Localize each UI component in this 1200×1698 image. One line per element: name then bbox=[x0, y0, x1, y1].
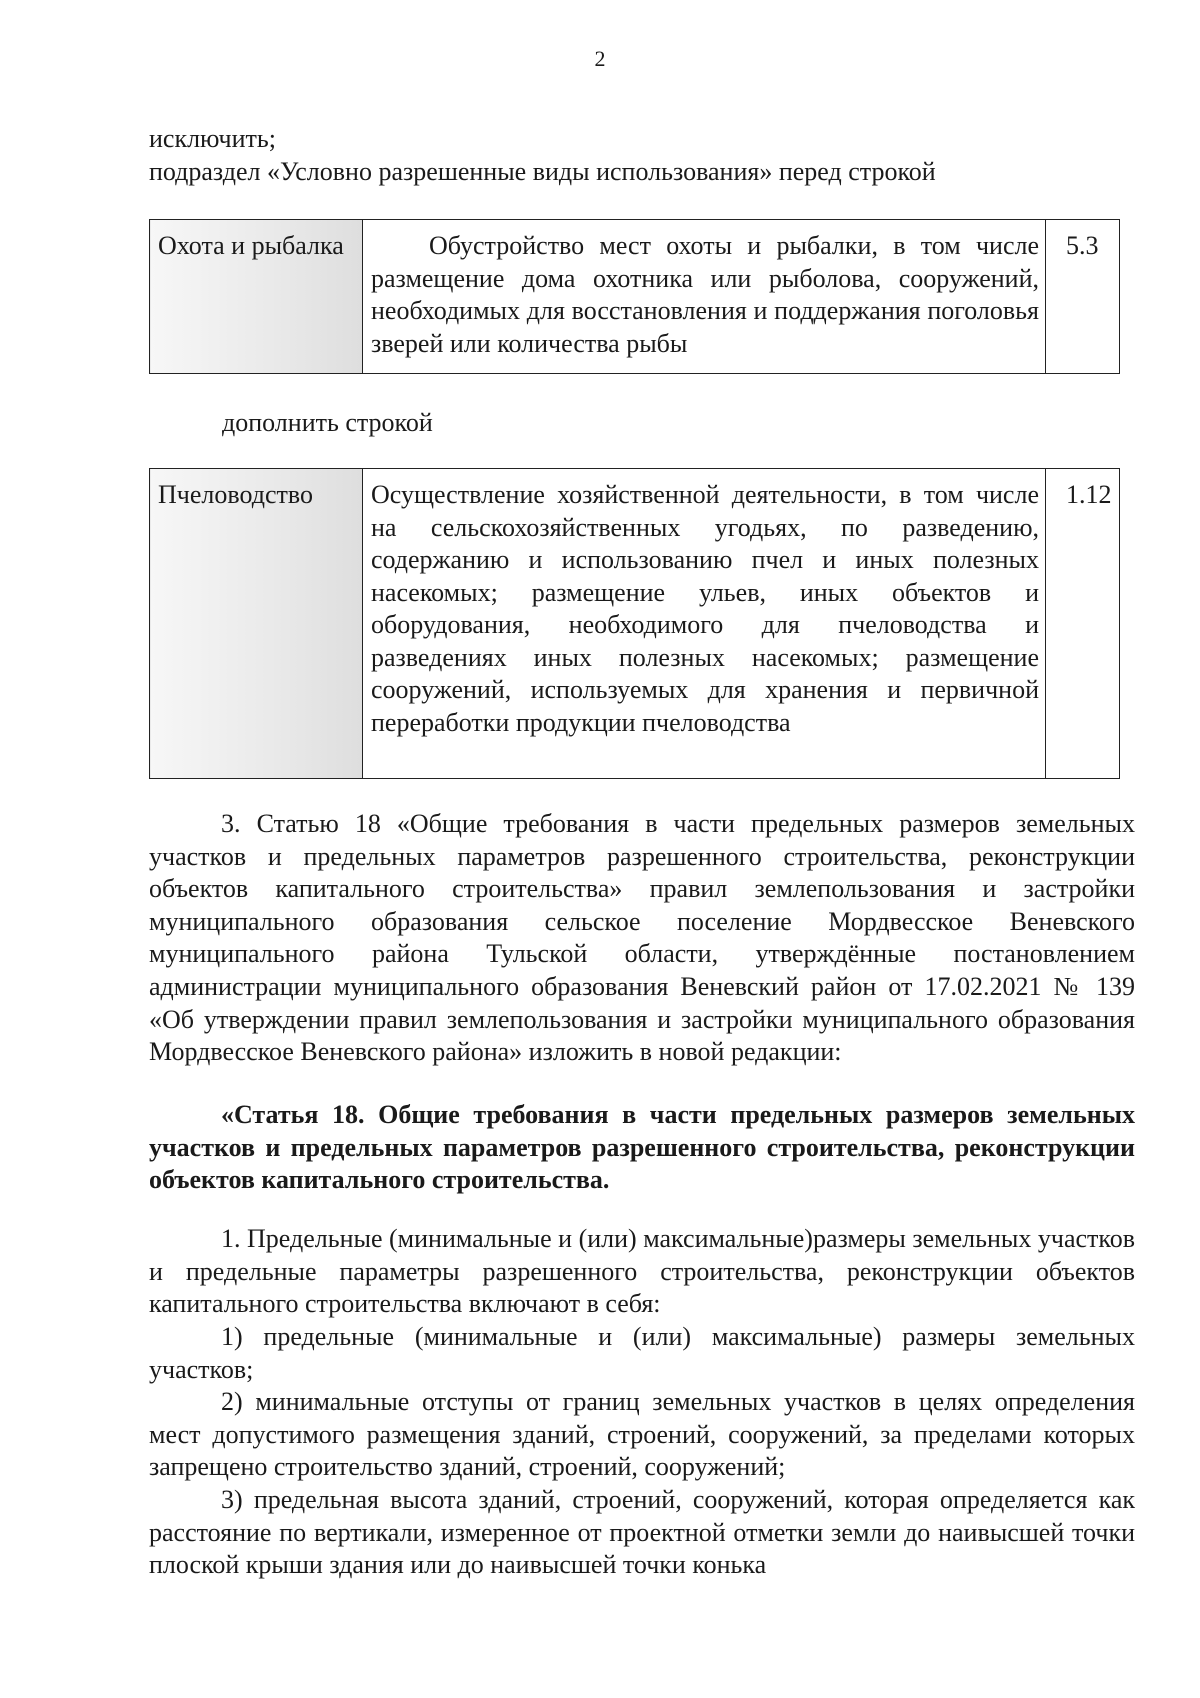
item-1: 1. Предельные (минимальные и (или) максимальные)размеры земельных участков и предельные параметры разрешенного строительства, реконструкции объектов капитального строительства включают в себя: bbox=[149, 1224, 1135, 1319]
table-cell-description: Обустройство мест охоты и рыбалки, в том числе размещение дома охотника или рыболова, сооружений, необходимых для восстановления и поддержания поголовья зверей или количества рыбы bbox=[363, 220, 1046, 374]
table-cell-code: 1.12 bbox=[1046, 469, 1120, 779]
add-row-label: дополнить строкой bbox=[222, 408, 433, 437]
page-number: 2 bbox=[594, 46, 606, 71]
table-cell-description: Осуществление хозяйственной деятельности, в том числе на сельскохозяйственных угодьях, по разведению, содержанию и использованию пчел и иных полезных насекомых; размещение ульев, иных объектов и оборудования, необходимого для пчеловодства и разведениях иных полезных насекомых; размещение сооружений, используемых для хранения и первичной переработки продукции пчеловодства bbox=[363, 469, 1046, 779]
subitem-3: 3) предельная высота зданий, строений, сооружений, которая определяется как расстояние по вертикали, измеренное от проектной отметки земли до наивысшей точки плоской крыши здания или до наивысшей точки конька bbox=[149, 1485, 1135, 1580]
article-18-title: «Статья 18. Общие требования в части предельных размеров земельных участков и предельных параметров разрешенного строительства, реконструкции объектов капитального строительства. bbox=[149, 1100, 1135, 1195]
table-hunting-fishing bbox=[149, 219, 1120, 374]
subitem-1: 1) предельные (минимальные и (или) максимальные) размеры земельных участков; bbox=[149, 1322, 1135, 1384]
paragraph-article-18-amendment: 3. Статью 18 «Общие требования в части предельных размеров земельных участков и предельных параметров разрешенного строительства, реконструкции объектов капитального строительства» правил землепользования и застройки муниципального образования сельское поселение Мордвесское Веневского муниципального района Тульской области, утверждённые постановлением администрации муниципального образования Веневский район от 17.02.2021 № 139 «Об утверждении правил землепользования и застройки муниципального образования Мордвесское Веневского района» изложить в новой редакции: bbox=[149, 809, 1135, 1067]
intro-line-exclude: исключить; bbox=[149, 124, 276, 153]
table-cell-name: Пчеловодство bbox=[150, 469, 363, 779]
table-cell-name: Охота и рыбалка bbox=[150, 220, 363, 374]
subitem-2: 2) минимальные отступы от границ земельных участков в целях определения мест допустимого размещения зданий, строений, сооружений, за пределами которых запрещено строительство зданий, строений, сооружений; bbox=[149, 1387, 1135, 1482]
table-beekeeping bbox=[149, 468, 1120, 779]
intro-line-subsection: подраздел «Условно разрешенные виды использования» перед строкой bbox=[149, 157, 936, 186]
table-cell-code: 5.3 bbox=[1046, 220, 1120, 374]
